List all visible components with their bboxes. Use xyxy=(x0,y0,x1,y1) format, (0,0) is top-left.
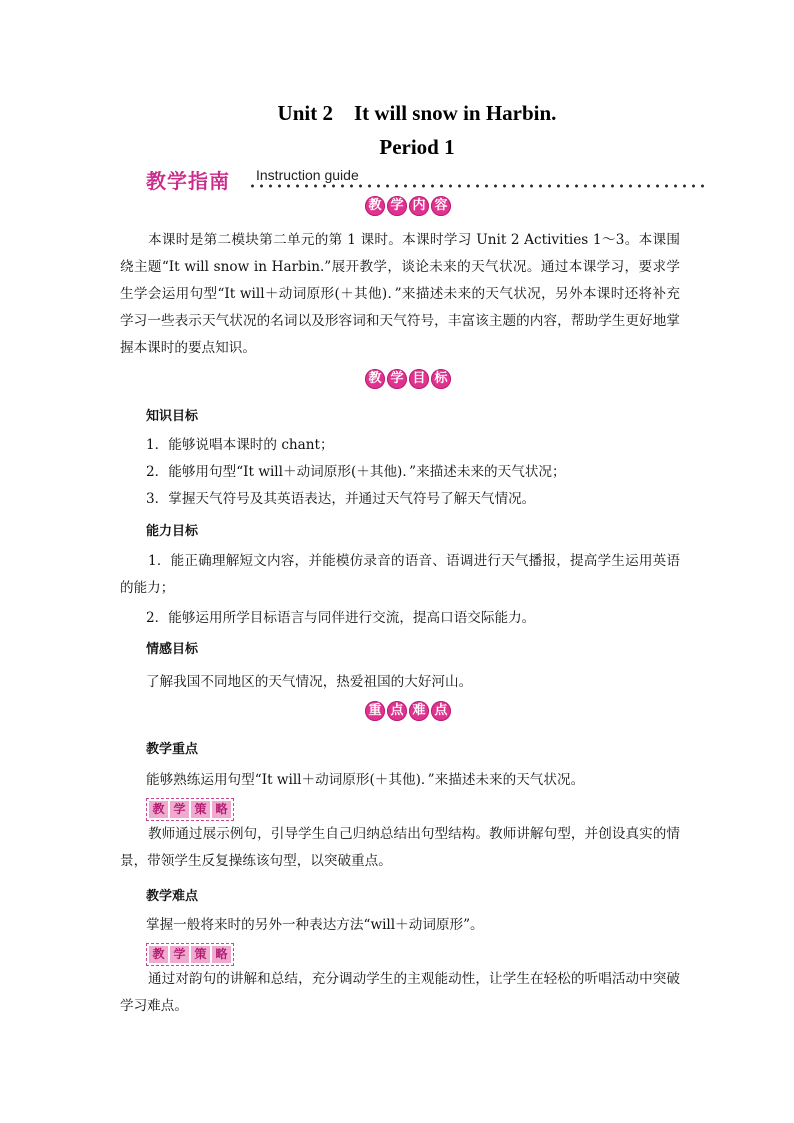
badge-char: 教 xyxy=(365,369,385,389)
badge-char: 点 xyxy=(387,701,407,721)
difficult-strategy: 通过对韵句的讲解和总结，充分调动学生的主观能动性，让学生在轻松的听唱活动中突破学习难点。 xyxy=(120,971,680,1014)
section-badge-content xyxy=(365,196,451,216)
strategy-label xyxy=(146,943,234,966)
ability-item-1: 1．能正确理解短文内容，并能模仿录音的语音、语调进行天气播报，提高学生运用英语的能力； xyxy=(120,553,680,596)
badge-char: 教 xyxy=(365,196,385,216)
knowledge-item-1: 1．能够说唱本课时的 chant； xyxy=(146,437,334,453)
strategy-char: 策 xyxy=(191,801,210,818)
key-text: 能够熟练运用句型“It will＋动词原形(＋其他)．”来描述未来的天气状况。 xyxy=(146,772,585,788)
content-paragraph: 本课时是第二模块第二单元的第 1 课时。本课时学习 Unit 2 Activities 1～3。本课围绕主题“It will snow in Harbin.”展开教学，谈论未来的天气状况。通过本课学习，要求学生学会运用句型“It will＋动词原形(＋其他)．”来描述未来的天气状况，另外本课时还将补充学习一些表示天气状况的名词以及形容词和天气符号，丰富该主题的内容，帮助学生更好地掌握本课时的要点知识。 xyxy=(120,232,680,356)
ability-item-2: 2．能够运用所学目标语言与同伴进行交流，提高口语交际能力。 xyxy=(146,610,536,626)
strategy-label xyxy=(146,798,234,821)
strategy-char: 教 xyxy=(149,946,168,963)
badge-char: 目 xyxy=(409,369,429,389)
ability-heading: 能力目标 xyxy=(146,524,199,539)
unit-title: Unit 2 It will snow in Harbin. xyxy=(277,101,557,125)
difficult-text: 掌握一般将来时的另外一种表达方法“will＋动词原形”。 xyxy=(146,917,484,933)
badge-char: 点 xyxy=(431,701,451,721)
badge-char: 容 xyxy=(431,196,451,216)
guide-title-en: Instruction guide xyxy=(256,167,359,183)
difficult-heading: 教学难点 xyxy=(146,889,199,904)
badge-char: 重 xyxy=(365,701,385,721)
section-badge-key-points xyxy=(365,701,451,721)
badge-char: 学 xyxy=(387,196,407,216)
period-title: Period 1 xyxy=(379,135,455,159)
badge-char: 内 xyxy=(409,196,429,216)
knowledge-item-2: 2．能够用句型“It will＋动词原形(＋其他)．”来描述未来的天气状况； xyxy=(146,464,566,480)
key-strategy: 教师通过展示例句，引导学生自己归纳总结出句型结构。教师讲解句型，并创设真实的情景，带领学生反复操练该句型，以突破重点。 xyxy=(120,826,680,869)
strategy-char: 策 xyxy=(191,946,210,963)
badge-char: 难 xyxy=(409,701,429,721)
strategy-char: 教 xyxy=(149,801,168,818)
strategy-char: 学 xyxy=(170,946,189,963)
emotion-text: 了解我国不同地区的天气情况，热爱祖国的大好河山。 xyxy=(146,674,473,690)
badge-char: 标 xyxy=(431,369,451,389)
instruction-guide-banner xyxy=(146,163,710,193)
strategy-char: 略 xyxy=(212,946,231,963)
strategy-char: 学 xyxy=(170,801,189,818)
knowledge-item-3: 3．掌握天气符号及其英语表达，并通过天气符号了解天气情况。 xyxy=(146,491,536,507)
guide-title-cn: 教学指南 xyxy=(146,169,230,193)
dotted-rule xyxy=(248,183,710,189)
emotion-heading: 情感目标 xyxy=(146,642,199,657)
badge-char: 学 xyxy=(387,369,407,389)
key-heading: 教学重点 xyxy=(146,742,199,757)
strategy-char: 略 xyxy=(212,801,231,818)
knowledge-heading: 知识目标 xyxy=(146,409,199,424)
section-badge-objectives xyxy=(365,369,451,389)
